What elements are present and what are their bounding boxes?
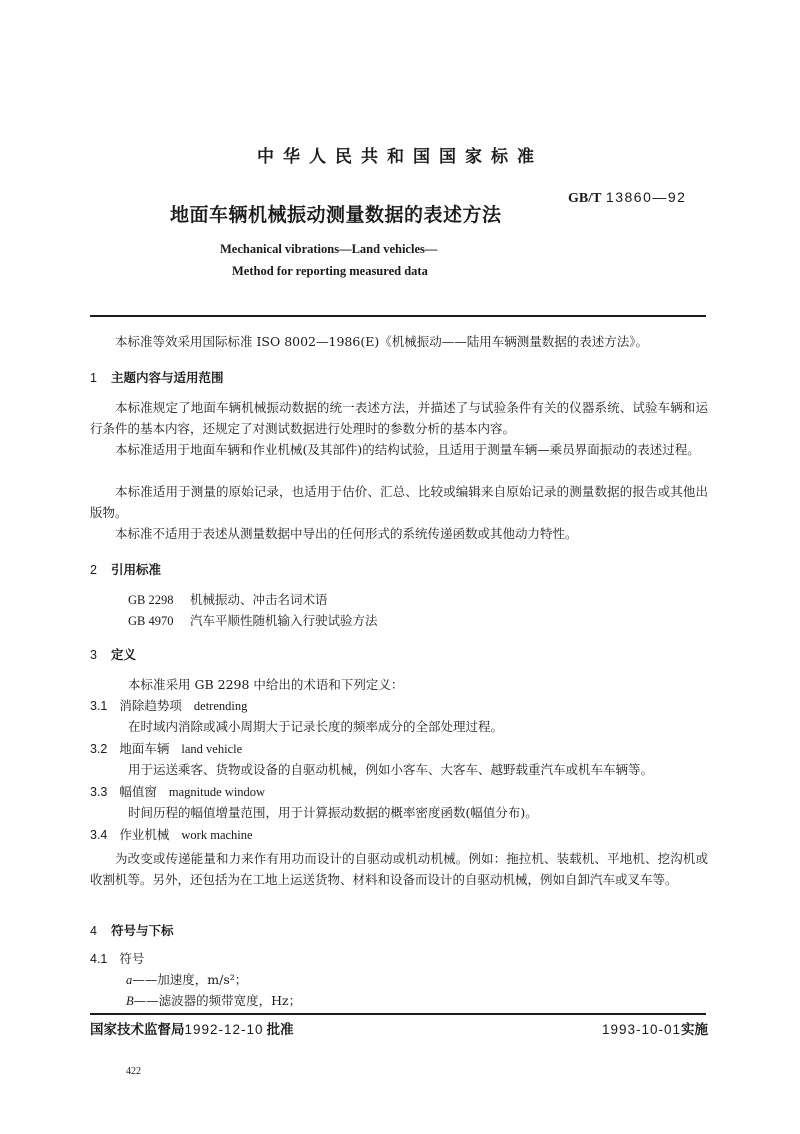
term-number: 3.2 xyxy=(90,742,108,756)
section-title: 引用标准 xyxy=(110,562,161,577)
approval-label: 批准 xyxy=(266,1022,294,1038)
term-definition: 为改变或传递能量和力来作有用功而设计的自驱动或机动机械。例如：拖拉机、装载机、平地机、挖沟机或收割机等。另外，还包括为在工地上运送货物、材料和设备而设计的自驱动机械，例如自卸汽车或叉车等。 xyxy=(90,851,708,887)
footer-divider xyxy=(90,1013,706,1015)
reference-title: 汽车平顺性随机输入行驶试验方法 xyxy=(189,613,378,628)
symbol: B xyxy=(126,994,134,1008)
symbol-description: ——加速度，m/s²； xyxy=(132,972,248,987)
subsection-number: 4.1 xyxy=(90,952,108,966)
section-number: 2 xyxy=(90,563,97,577)
approval-org: 国家技术监督局 xyxy=(90,1022,185,1038)
term-heading xyxy=(90,784,265,800)
document-title-en-line2: Method for reporting measured data xyxy=(232,264,428,278)
effective-date: 1993-10-01 xyxy=(601,1022,681,1037)
intro-paragraph: 本标准等效采用国际标准 ISO 8002—1986(E)《机械振动——陆用车辆测量数据的表述方法》。 xyxy=(115,334,648,349)
national-standard-heading: 中华人民共和国国家标准 xyxy=(257,147,543,167)
approval-date: 1992-12-10 xyxy=(184,1022,264,1037)
document-title-en-line1: Mechanical vibrations—Land vehicles— xyxy=(220,242,438,256)
term-heading xyxy=(90,827,253,843)
section-2-heading xyxy=(90,560,161,578)
term-heading xyxy=(90,741,242,757)
standard-code xyxy=(568,189,686,207)
term-number: 3.3 xyxy=(90,785,108,799)
term-cn: 消除趋势项 xyxy=(119,698,182,713)
paragraph: 本标准规定了地面车辆机械振动数据的统一表述方法，并描述了与试验条件有关的仪器系统、试验车辆和运行条件的基本内容，还规定了对测试数据进行处理时的参数分析的基本内容。 xyxy=(90,400,708,436)
subsection-title: 符号 xyxy=(119,951,145,966)
paragraph: 本标准适用于测量的原始记录，也适用于估价、汇总、比较或编辑来自原始记录的测量数据的报告或其他出版物。 xyxy=(90,484,708,520)
term-en: magnitude window xyxy=(168,785,266,799)
term-number: 3.4 xyxy=(90,828,108,842)
reference-item xyxy=(128,613,378,629)
section-title: 定义 xyxy=(110,647,136,662)
symbol-description: ——滤波器的频带宽度，Hz； xyxy=(133,993,302,1008)
symbol-item xyxy=(126,972,247,988)
reference-code: GB 2298 xyxy=(128,593,174,607)
page-number: 422 xyxy=(126,1066,141,1077)
section-title: 主题内容与适用范围 xyxy=(110,370,224,385)
section-title: 符号与下标 xyxy=(110,923,174,938)
symbol: a xyxy=(126,973,133,987)
term-heading xyxy=(90,698,247,714)
document-title-cn: 地面车辆机械振动测量数据的表述方法 xyxy=(170,204,502,226)
term-number: 3.1 xyxy=(90,699,108,713)
section-number: 4 xyxy=(90,924,97,938)
term-definition: 时间历程的幅值增量范围，用于计算振动数据的概率密度函数(幅值分布)。 xyxy=(128,805,538,820)
term-definition: 在时域内消除或减小周期大于记录长度的频率成分的全部处理过程。 xyxy=(128,719,504,734)
term-en: detrending xyxy=(193,699,248,713)
section-4-heading xyxy=(90,921,173,939)
symbol-item xyxy=(126,993,301,1009)
header-divider xyxy=(90,315,706,317)
section-number: 1 xyxy=(90,371,97,385)
section-number: 3 xyxy=(90,648,97,662)
section-3-heading xyxy=(90,645,136,663)
standard-number: 13860—92 xyxy=(605,189,687,205)
reference-code: GB 4970 xyxy=(128,614,174,628)
reference-item xyxy=(128,592,328,608)
definitions-intro: 本标准采用 GB 2298 中给出的术语和下列定义： xyxy=(128,677,404,692)
standard-prefix: GB/T xyxy=(568,191,602,206)
paragraph: 本标准适用于地面车辆和作业机械(及其部件)的结构试验，且适用于测量车辆—乘员界面振动的表述过程。 xyxy=(115,442,700,457)
subsection-heading xyxy=(90,951,144,967)
term-definition: 用于运送乘客、货物或设备的自驱动机械，例如小客车、大客车、越野载重汽车或机车车辆等。 xyxy=(128,762,654,777)
reference-title: 机械振动、冲击名词术语 xyxy=(189,592,328,607)
effective-label: 实施 xyxy=(681,1022,708,1038)
term-cn: 地面车辆 xyxy=(119,741,170,756)
term-cn: 作业机械 xyxy=(119,827,170,842)
term-en: land vehicle xyxy=(181,742,243,756)
term-cn: 幅值窗 xyxy=(119,784,157,799)
section-1-heading xyxy=(90,368,223,386)
term-en: work machine xyxy=(181,828,253,842)
effective-info xyxy=(602,1018,708,1038)
approval-info xyxy=(90,1018,294,1038)
paragraph: 本标准不适用于表述从测量数据中导出的任何形式的系统传递函数或其他动力特性。 xyxy=(115,526,578,541)
